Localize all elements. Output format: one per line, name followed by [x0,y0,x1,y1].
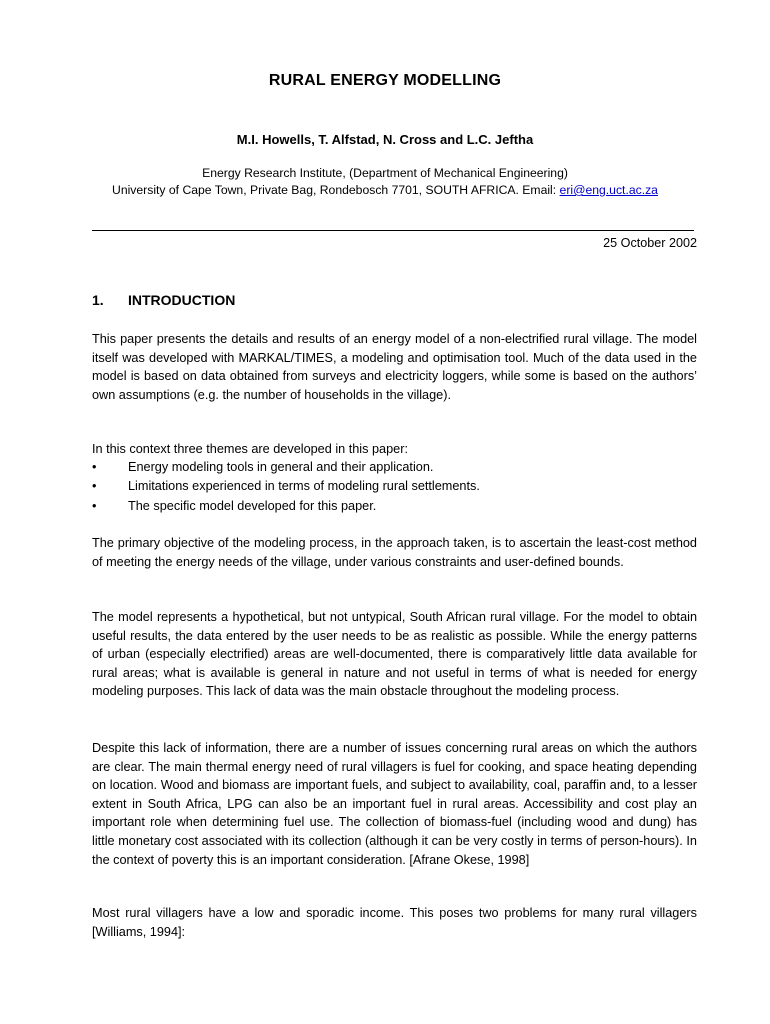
email-link[interactable]: eri@eng.uct.ac.za [559,183,658,197]
paragraph-3: The primary objective of the modeling process, in the approach taken, is to ascertain the least-cost method of meeting the energy needs of the village, under various constraints and user-defined bounds. [92,536,697,569]
paragraph-5: Despite this lack of information, there are a number of issues concerning rural areas on which the authors are clear. The main thermal energy need of rural villagers is fuel for cooking, and space heating depending on location. Wood and biomass are important fuels, and subject to availability, coal, paraffin and, to a lesser extent in South Africa, LPG can also be an important fuel in rural areas. Accessibility and cost play an important role when determining fuel use. The collection of biomass-fuel (including wood and dung) has little monetary cost associated with its collection (although it can be very costly in terms of person-hours). In the context of poverty this is an important consideration. [Afrane Okese, 1998] [92,741,697,867]
paper-authors: M.I. Howells, T. Alfstad, N. Cross and L.C. Jeftha [236,132,534,147]
themes-intro: In this context three themes are developed in this paper: [92,442,408,456]
bullet-icon: • [92,479,97,494]
section-title: INTRODUCTION [128,292,236,308]
bullet-icon: • [92,498,97,513]
affiliation-line-2 [0,183,770,197]
section-heading-introduction [92,292,235,308]
list-item [92,497,697,516]
header-divider [92,230,694,231]
list-item-text: The specific model developed for this paper. [128,498,377,513]
paragraph-6: Most rural villagers have a low and sporadic income. This poses two problems for many rural villagers [Williams, 1994]: [92,906,697,939]
list-item-text: Limitations experienced in terms of modeling rural settlements. [128,479,480,494]
list-item [92,477,697,496]
themes-list [92,458,697,516]
affiliation-address: University of Cape Town, Private Bag, Rondebosch 7701, SOUTH AFRICA. Email: [112,183,560,197]
section-number: 1. [92,292,104,308]
affiliation-line-1: Energy Research Institute, (Department of Mechanical Engineering) [202,166,568,180]
paragraph-1: This paper presents the details and results of an energy model of a non-electrified rural village. The model itself was developed with MARKAL/TIMES, a modeling and optimisation tool. Much of the data used in the model is based on data obtained from surveys and electricity loggers, while some is based on the authors’ own assumptions (e.g. the number of households in the village). [92,332,697,402]
list-item-text: Energy modeling tools in general and their application. [128,460,434,474]
bullet-icon: • [92,460,97,474]
paragraph-4: The model represents a hypothetical, but not untypical, South African rural village. For the model to obtain useful results, the data entered by the user needs to be as realistic as possible. While the energy patterns of urban (especially electrified) areas are well-documented, there is comparatively little data available for rural areas; what is available is general in nature and not useful in terms of what is needed for energy modeling purposes. This lack of data was the main obstacle throughout the modeling process. [92,610,697,699]
paper-date: 25 October 2002 [603,236,697,250]
list-item [92,458,697,477]
paper-title: RURAL ENERGY MODELLING [268,72,502,89]
